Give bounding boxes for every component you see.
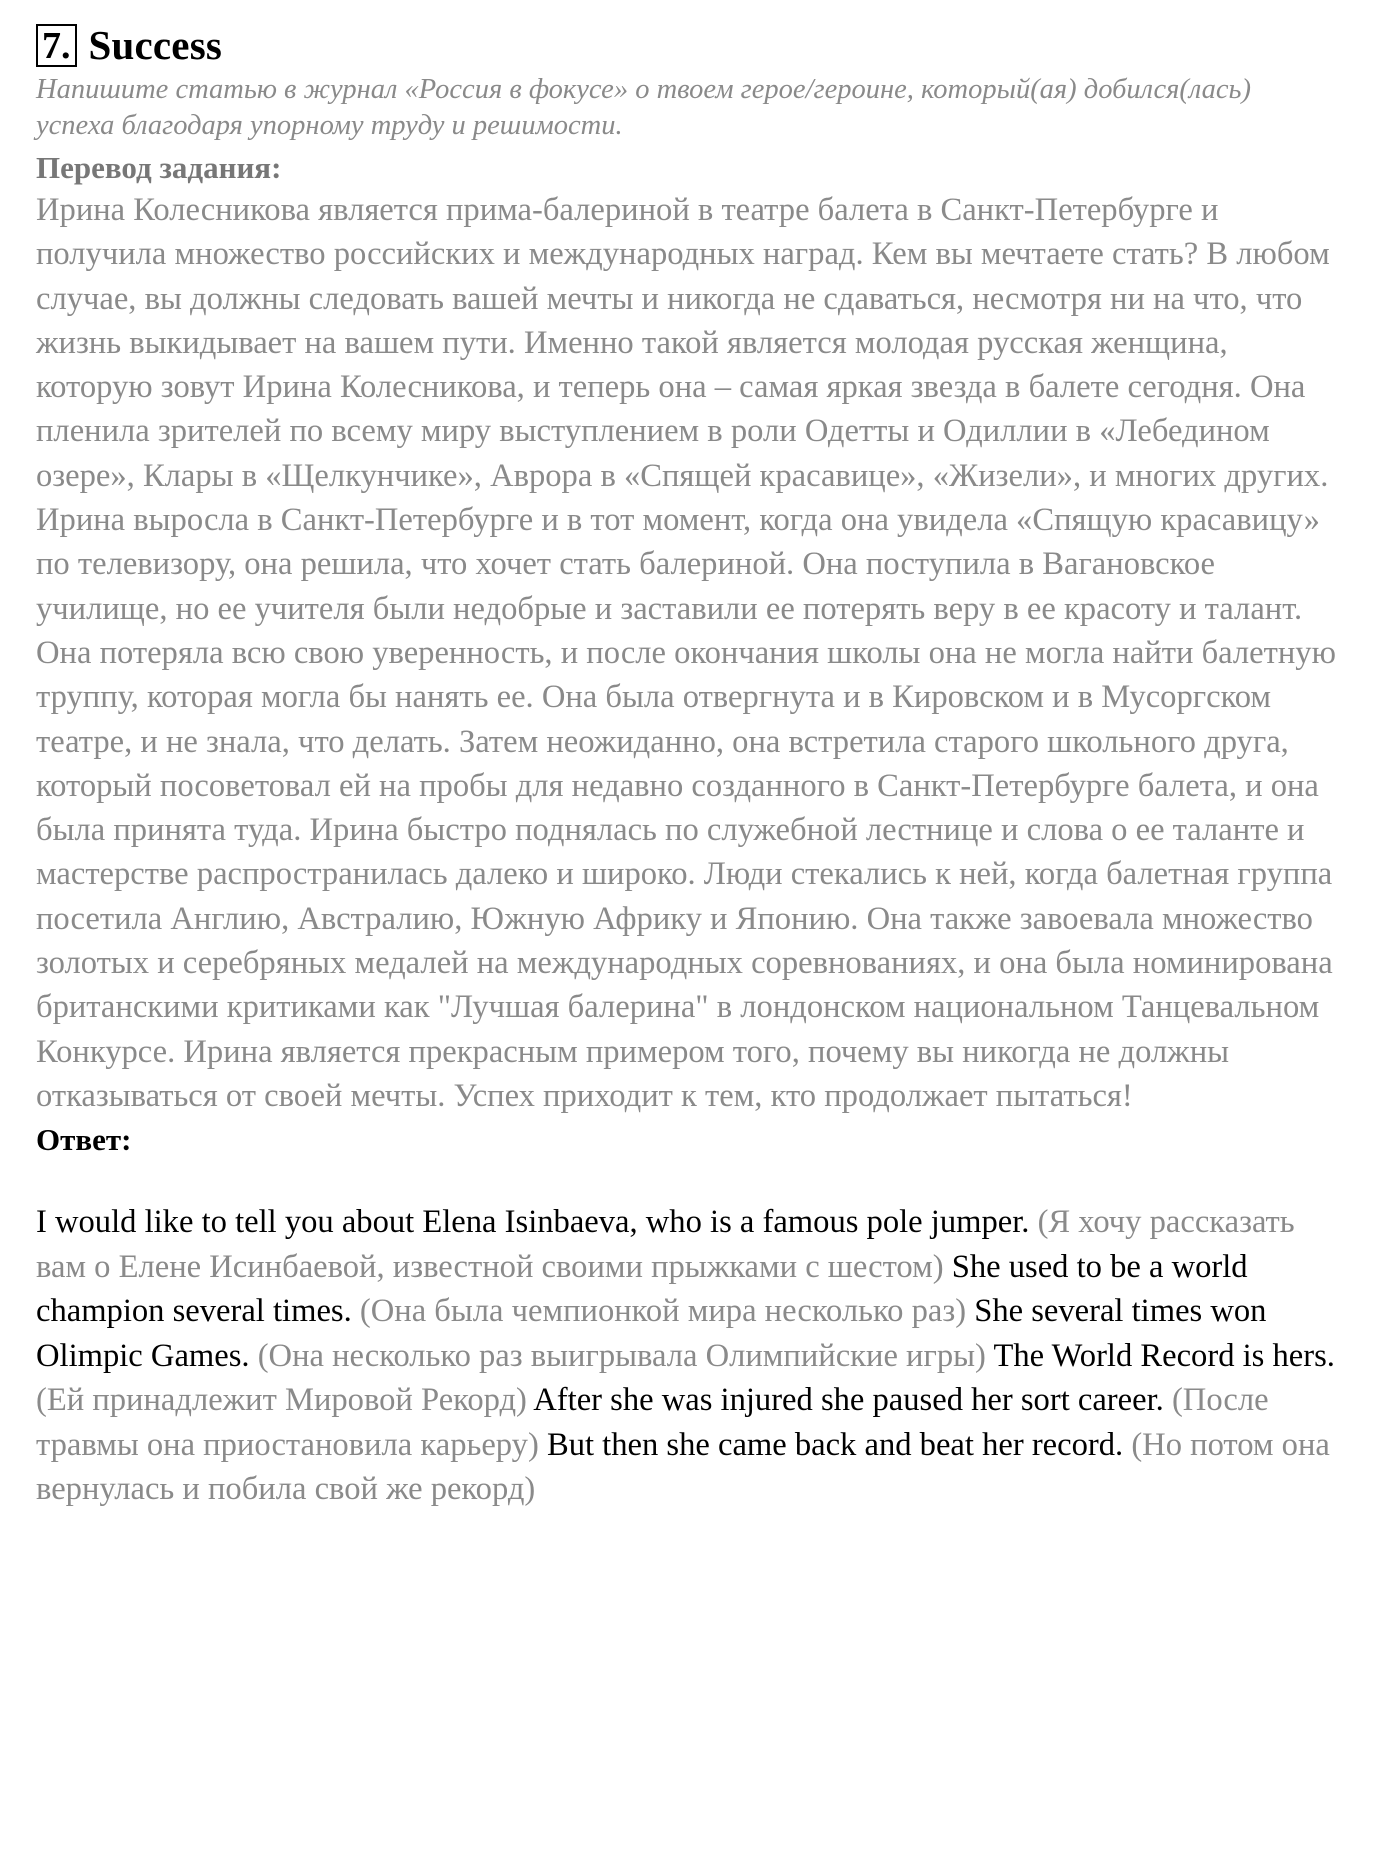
answer-translation-ru-1: (Я хочу рассказать вам о Елене Исинбаевой, известной своими прыжками с шестом) xyxy=(36,1204,1295,1285)
translation-text xyxy=(36,188,1336,1118)
answer-text xyxy=(36,1200,1341,1512)
answer-translation-ru-2: (Она была чемпионкой мира несколько раз) xyxy=(359,1293,967,1330)
answer-sentence-en-5: After she was injured she paused her sort career. xyxy=(533,1382,1164,1419)
exercise-header xyxy=(36,22,1346,68)
answer-sentence-en-3: She several times won Olimpic Games. xyxy=(36,1293,1267,1374)
answer-translation-ru-3: (Она несколько раз выигрывала Олимпийские игры) xyxy=(257,1337,986,1374)
answer-translation-ru-6: (Но потом она вернулась и побила свой же рекорд) xyxy=(36,1426,1330,1508)
answer-translation-ru-5: (После травмы она приостановила карьеру) xyxy=(36,1382,1269,1463)
translation-label: Перевод задания: xyxy=(36,150,282,185)
answer-translation-ru-4: (Ей принадлежит Мировой Рекорд) xyxy=(36,1382,527,1419)
translation-paragraph-1: Ирина Колесникова является прима-балериной в театре балета в Санкт-Петербурге и получила множество российских и международных наград. Кем вы мечтаете стать? В любом случае, вы должны следовать вашей мечты и никогда не сдаваться, несмотря ни на что, что жизнь выкидывает на вашем пути. Именно такой является молодая русская женщина, которую зовут Ирина Колесникова, и теперь она – самая яркая звезда в балете сегодня. Она пленила зрителей по всему миру выступлением в роли Одетты и Одиллии в «Лебедином озере», Клары в «Щелкунчике», Аврора в «Спящей красавице», «Жизели», и многих других. xyxy=(36,192,1330,494)
task-instruction: Напишите статью в журнал «Россия в фокусе» о твоем герое/героине, который(ая) добился(лась) успеха благодаря упорному труду и решимости. xyxy=(36,74,1251,141)
answer-label: Ответ: xyxy=(36,1122,132,1158)
document-page xyxy=(36,22,1346,1512)
exercise-title: Success xyxy=(88,22,223,68)
translation-paragraph-2: Ирина выросла в Санкт-Петербурге и в тот момент, когда она увидела «Спящую красавицу» по телевизору, она решила, что хочет стать балериной. Она поступила в Вагановское училище, но ее учителя были недобрые и заставили ее потерять веру в ее красоту и талант. Она потеряла всю свою уверенность, и после окончания школы она не могла найти балетную труппу, которая могла бы нанять ее. Она была отвергнута и в Кировском и в Мусоргском театре, и не знала, что делать. Затем неожиданно, она встретила старого школьного друга, который посоветовал ей на пробы для недавно созданного в Санкт-Петербурге балета, и она была принята туда. Ирина быстро поднялась по служебной лестнице и слова о ее таланте и мастерстве распространилась далеко и широко. Люди стекались к ней, когда балетная группа посетила Англию, Австралию, Южную Африку и Японию. Она также завоевала множество золотых и серебряных медалей на международных соревнованиях, и она была номинирована британскими критиками как "Лучшая балерина" в лондонском национальном Танцевальном Конкурсе. Ирина является прекрасным примером того, почему вы никогда не должны отказываться от своей мечты. Успех приходит к тем, кто продолжает пытаться! xyxy=(36,502,1336,1114)
answer-sentence-en-1: I would like to tell you about Elena Isinbaeva, who is a famous pole jumper. xyxy=(36,1204,1030,1241)
answer-sentence-en-2: She used to be a world champion several times. xyxy=(36,1248,1248,1330)
answer-sentence-en-6: But then she came back and beat her record. xyxy=(546,1426,1124,1463)
exercise-number-box: 7. xyxy=(36,24,77,67)
answer-sentence-en-4: The World Record is hers. xyxy=(993,1337,1335,1374)
